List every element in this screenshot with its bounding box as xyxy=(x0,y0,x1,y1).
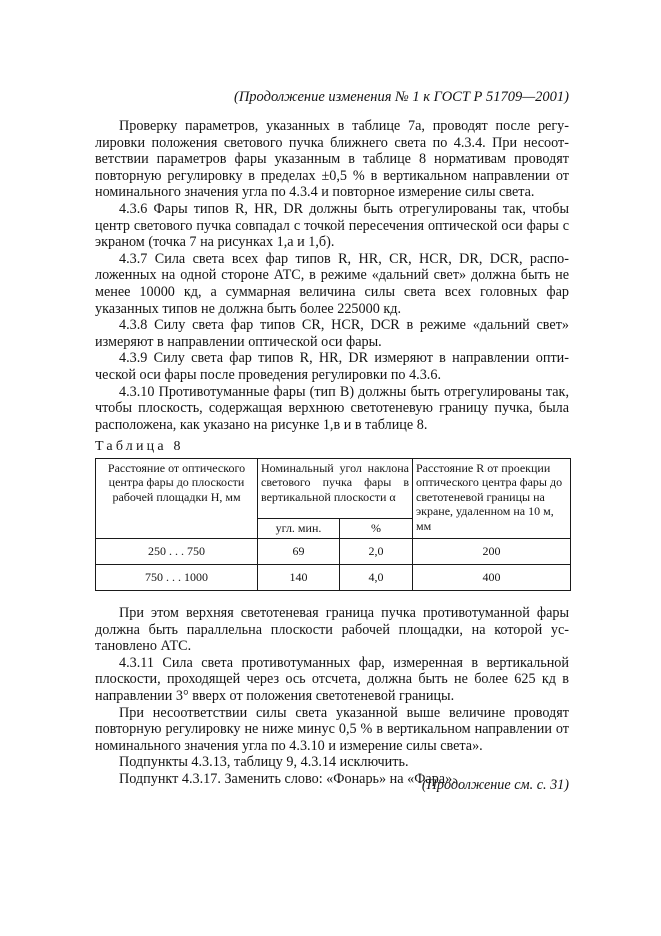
column-header-mount-height: Расстояние от оптического центра фары до плоскости рабочей площадки Н, мм xyxy=(96,459,258,539)
column-header-nominal-angle: Номинальный угол наклона светового пучка фары в вертикальной плоскости α xyxy=(258,459,413,519)
continuation-header: (Продолжение изменения № 1 к ГОСТ Р 51709—2001) xyxy=(234,89,569,105)
cell-height: 750 . . . 1000 xyxy=(96,565,258,591)
paragraph-4-3-9: 4.3.9 Силу света фар типов R, HR, DR измеряют в направлении оптической оси фары после проведения регулировки по 4.3.6. xyxy=(95,350,569,383)
body-text-bottom xyxy=(95,605,569,788)
paragraph-cutoff-parallel: При этом верхняя светотеневая граница пучка противотуманной фары должна быть параллельна плоскости рабочей площадки, на которой установлено АТС. xyxy=(95,605,569,655)
column-header-cutoff-distance: Расстояние R от проекции оптического центра фары до светотеневой границы на экране, удаленном на 10 м, мм xyxy=(413,459,571,539)
paragraph-4-3-10: 4.3.10 Противотуманные фары (тип В) должны быть отрегулированы так, чтобы плоскость, содержащая верхнюю светотеневую границу пучка, была расположена, как указано на рисунке 1,в и в таблице 8. xyxy=(95,383,569,433)
subheader-percent: % xyxy=(340,519,413,539)
cell-percent: 2,0 xyxy=(340,539,413,565)
table-8 xyxy=(95,458,571,591)
paragraph-4-3-17: Подпункт 4.3.17. Заменить слово: «Фонарь» на «Фара». xyxy=(119,770,456,787)
paragraph-4-3-8: 4.3.8 Силу света фар типов CR, HCR, DCR в режиме «дальний свет» измеряют в направлении оптической оси фары. xyxy=(95,317,569,350)
paragraph-4-3-7: 4.3.7 Сила света всех фар типов R, HR, CR, HCR, DR, DCR, расположенных на одной стороне АТС, в режиме «дальний свет» должна быть не менее 10000 кд, а суммарная величина силы света всех головных фар указанных типов не должна быть более 225000 кд. xyxy=(95,250,569,317)
cell-distance: 200 xyxy=(413,539,571,565)
cell-percent: 4,0 xyxy=(340,565,413,591)
cell-distance: 400 xyxy=(413,565,571,591)
paragraph-readjustment: При несоответствии силы света указанной выше величине проводят повторную регулировку не ниже минус 0,5 % в вертикальном направлении от номинального значения угла по 4.3.10 и измерение силы света». xyxy=(95,704,569,754)
paragraph-4-3-6: 4.3.6 Фары типов R, HR, DR должны быть отрегулированы так, чтобы центр светового пучка совпадал с точкой пересечения оптической оси фары с экраном (точка 7 на рисунках 1,а и 1,б). xyxy=(95,200,569,251)
paragraph-exclusions: Подпункты 4.3.13, таблицу 9, 4.3.14 исключить. xyxy=(119,754,409,771)
cell-height: 250 . . . 750 xyxy=(96,539,258,565)
continuation-footer: (Продолжение см. с. 31) xyxy=(421,777,569,793)
paragraph-verification: Проверку параметров, указанных в таблице 7а, проводят после регулировки положения светового пучка ближнего света по 4.3.4. При несоответствии параметров фары указанным в таблице 8 нормативам проводят повторную регулировку в пределах ±0,5 % в вертикальном направлении от номинального значения угла по 4.3.4 и повторное измерение силы света. xyxy=(95,118,569,201)
table-row xyxy=(96,539,571,565)
subheader-angle-minutes: угл. мин. xyxy=(258,519,340,539)
paragraph-4-3-11: 4.3.11 Сила света противотуманных фар, измеренная в вертикальной плоскости, проходящей через ось отсчета, должна быть не более 625 кд в направлении 3° вверх от положения светотеневой границы. xyxy=(95,654,569,704)
table-row xyxy=(96,565,571,591)
cell-angle-minutes: 69 xyxy=(258,539,340,565)
table-caption: Таблица 8 xyxy=(95,439,184,454)
cell-angle-minutes: 140 xyxy=(258,565,340,591)
body-text-top xyxy=(95,118,569,433)
